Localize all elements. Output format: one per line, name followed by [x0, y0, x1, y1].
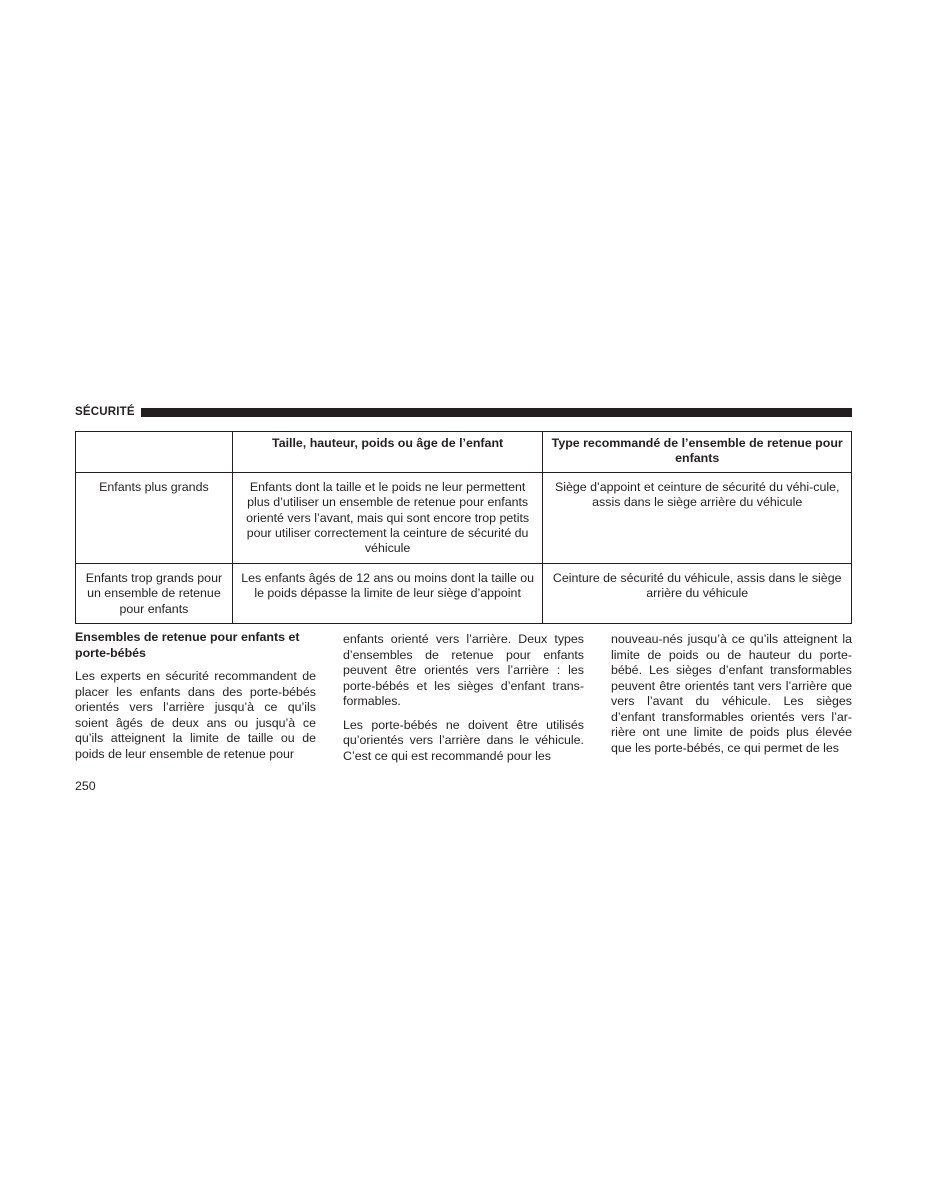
table-cell: Enfants dont la taille et le poids ne leur permettent plus d’utiliser un ensemble de retenue pour enfants orienté vers l’avant, mais qui sont encore trop petits pour utiliser correctement la ceinture de sécurité du véhicule	[232, 472, 543, 563]
child-restraint-table	[75, 431, 852, 624]
section-rule	[141, 408, 852, 417]
paragraph: enfants orienté vers l’arrière. Deux types d’ensembles de retenue pour enfants peuvent être orientés vers l’arrière : les porte-bébés et les sièges d’enfant trans-formables.	[343, 632, 584, 708]
text-column-2	[343, 632, 584, 772]
text-column-3	[611, 632, 852, 764]
table-header-cell: Type recommandé de l’ensemble de retenue pour enfants	[543, 432, 852, 473]
page-number: 250	[75, 779, 96, 793]
table-header-cell	[76, 432, 233, 473]
section-title: SÉCURITÉ	[75, 406, 135, 418]
table-cell: Enfants plus grands	[76, 472, 233, 563]
table-cell: Enfants trop grands pour un ensemble de retenue pour enfants	[76, 563, 233, 623]
table-header-cell: Taille, hauteur, poids ou âge de l’enfant	[232, 432, 543, 473]
table-cell: Les enfants âgés de 12 ans ou moins dont la taille ou le poids dépasse la limite de leur siège d’appoint	[232, 563, 543, 623]
table-cell: Ceinture de sécurité du véhicule, assis dans le siège arrière du véhicule	[543, 563, 852, 623]
table-header-row	[76, 432, 852, 473]
section-header	[75, 405, 852, 419]
paragraph: Les porte-bébés ne doivent être utilisés qu’orientés vers l’arrière dans le véhicule. C’est ce qui est recommandé pour les	[343, 717, 584, 763]
table-cell: Siège d’appoint et ceinture de sécurité du véhi-cule, assis dans le siège arrière du véhicule	[543, 472, 852, 563]
table-row	[76, 472, 852, 563]
table-row	[76, 563, 852, 623]
paragraph: Les experts en sécurité recommandent de placer les enfants dans des porte-bébés orientés vers l’arrière jusqu’à ce qu’ils soient âgés de deux ans ou jusqu’à ce qu’ils atteignent la limite de taille ou de poids de leur ensemble de retenue pour	[75, 669, 316, 761]
text-column-1	[75, 630, 316, 770]
paragraph: nouveau-nés jusqu’à ce qu’ils atteignent la limite de poids ou de hauteur du porte-bébé. Les sièges d’enfant transformables peuvent être orientés tant vers l’arrière que vers l’avant du véhicule. Les sièges d’enfant transformables orientés vers l’ar-rière ont une limite de poids plus élevée que les porte-bébés, ce qui permet de les	[611, 632, 852, 755]
section-subheading: Ensembles de retenue pour enfants et porte-bébés	[75, 630, 300, 660]
